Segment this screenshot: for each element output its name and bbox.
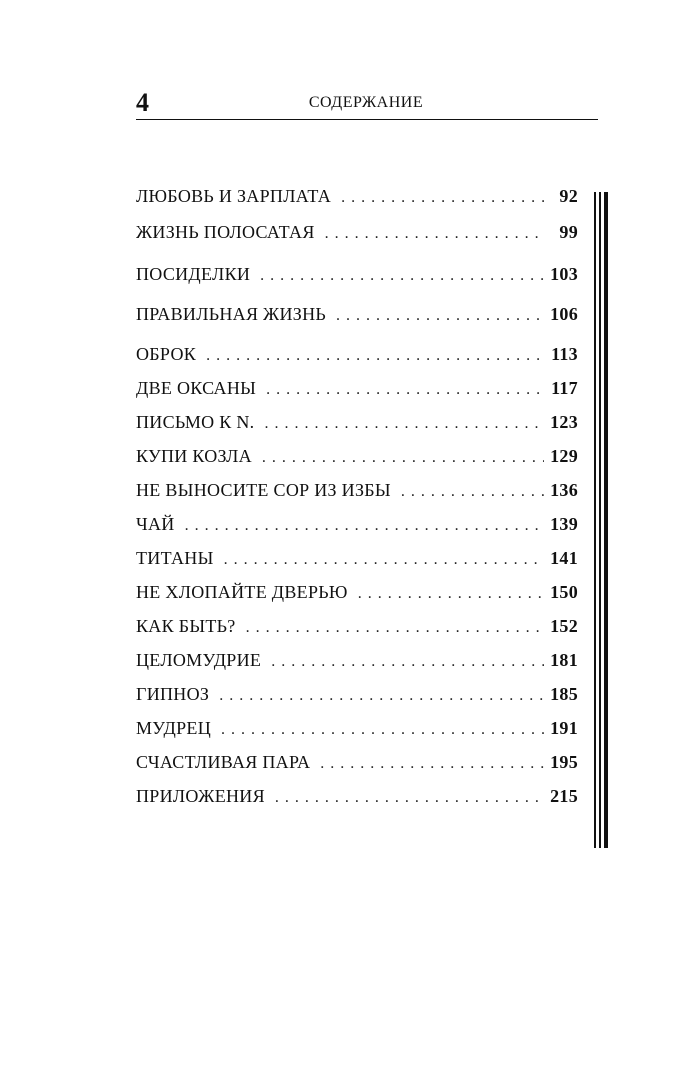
toc-entry: [136, 480, 578, 514]
toc-entry-title: МУДРЕЦ: [136, 718, 212, 738]
toc-entry: [136, 650, 578, 684]
toc-entry-title: ПИСЬМО К N.: [136, 412, 255, 432]
margin-bar: [599, 192, 601, 848]
toc-entry-title: ОБРОК: [136, 344, 197, 364]
dot-leader: [185, 517, 544, 535]
dot-leader: [260, 267, 544, 285]
dot-leader: [262, 449, 544, 467]
toc-entry-title: ПРАВИЛЬНАЯ ЖИЗНЬ: [136, 304, 327, 324]
table-of-contents: [136, 186, 578, 820]
toc-entry: [136, 304, 578, 344]
dot-leader: [264, 415, 544, 433]
toc-entry: [136, 684, 578, 718]
dot-leader: [336, 307, 544, 325]
toc-entry: [136, 786, 578, 820]
toc-entry-title: КУПИ КОЗЛА: [136, 446, 252, 466]
toc-entry-title: СЧАСТЛИВАЯ ПАРА: [136, 752, 311, 772]
toc-entry: [136, 514, 578, 548]
dot-leader: [271, 653, 544, 671]
toc-entry-page: 150: [550, 582, 578, 602]
toc-entry-title: НЕ ХЛОПАЙТЕ ДВЕРЬЮ: [136, 582, 348, 602]
header-rule: [136, 119, 598, 120]
toc-entry-page: 152: [550, 616, 578, 636]
toc-entry-title: ДВЕ ОКСАНЫ: [136, 378, 257, 398]
dot-leader: [341, 189, 544, 207]
toc-entry: [136, 616, 578, 650]
toc-entry: [136, 378, 578, 412]
toc-entry: [136, 718, 578, 752]
toc-entry-page: 141: [550, 548, 578, 568]
dot-leader: [325, 225, 544, 243]
dot-leader: [221, 721, 544, 739]
toc-entry-page: 129: [550, 446, 578, 466]
toc-entry-page: 195: [550, 752, 578, 772]
toc-entry-page: 123: [550, 412, 578, 432]
margin-bar: [604, 192, 608, 848]
toc-entry-title: ПОСИДЕЛКИ: [136, 264, 251, 284]
toc-entry-page: 215: [550, 786, 578, 806]
toc-entry-title: ПРИЛОЖЕНИЯ: [136, 786, 265, 806]
toc-entry: [136, 548, 578, 582]
margin-bar: [594, 192, 596, 848]
toc-entry: [136, 582, 578, 616]
toc-entry-page: 185: [550, 684, 578, 704]
toc-entry-title: ЧАЙ: [136, 514, 175, 534]
dot-leader: [401, 483, 544, 501]
toc-entry-page: 113: [551, 344, 578, 364]
toc-entry-page: 103: [550, 264, 578, 284]
dot-leader: [219, 687, 544, 705]
toc-entry-page: 117: [551, 378, 578, 398]
dot-leader: [246, 619, 544, 637]
toc-entry-title: ГИПНОЗ: [136, 684, 210, 704]
toc-entry-page: 191: [550, 718, 578, 738]
toc-entry-title: НЕ ВЫНОСИТЕ СОР ИЗ ИЗБЫ: [136, 480, 391, 500]
toc-entry-title: ЦЕЛОМУДРИЕ: [136, 650, 262, 670]
page-number: 4: [136, 88, 149, 117]
toc-entry: [136, 264, 578, 304]
toc-entry-title: ЖИЗНЬ ПОЛОСАТАЯ: [136, 222, 315, 242]
toc-entry: [136, 222, 578, 264]
toc-entry-page: 106: [550, 304, 578, 324]
dot-leader: [320, 755, 544, 773]
dot-leader: [224, 551, 544, 569]
toc-entry-title: КАК БЫТЬ?: [136, 616, 236, 636]
dot-leader: [266, 381, 544, 399]
toc-entry-page: 136: [550, 480, 578, 500]
toc-entry-page: 181: [550, 650, 578, 670]
toc-entry: [136, 186, 578, 222]
toc-entry-page: 99: [559, 222, 578, 242]
dot-leader: [358, 585, 544, 603]
toc-entry-title: ЛЮБОВЬ И ЗАРПЛАТА: [136, 186, 332, 206]
toc-entry-page: 139: [550, 514, 578, 534]
toc-entry: [136, 344, 578, 378]
toc-entry: [136, 412, 578, 446]
toc-entry: [136, 446, 578, 480]
dot-leader: [206, 347, 544, 365]
toc-entry-page: 92: [559, 186, 578, 206]
running-title: СОДЕРЖАНИЕ: [308, 94, 424, 111]
toc-entry-title: ТИТАНЫ: [136, 548, 214, 568]
dot-leader: [275, 789, 544, 807]
decorative-margin-bars: [594, 192, 608, 848]
toc-entry: [136, 752, 578, 786]
page-header: [136, 88, 596, 120]
